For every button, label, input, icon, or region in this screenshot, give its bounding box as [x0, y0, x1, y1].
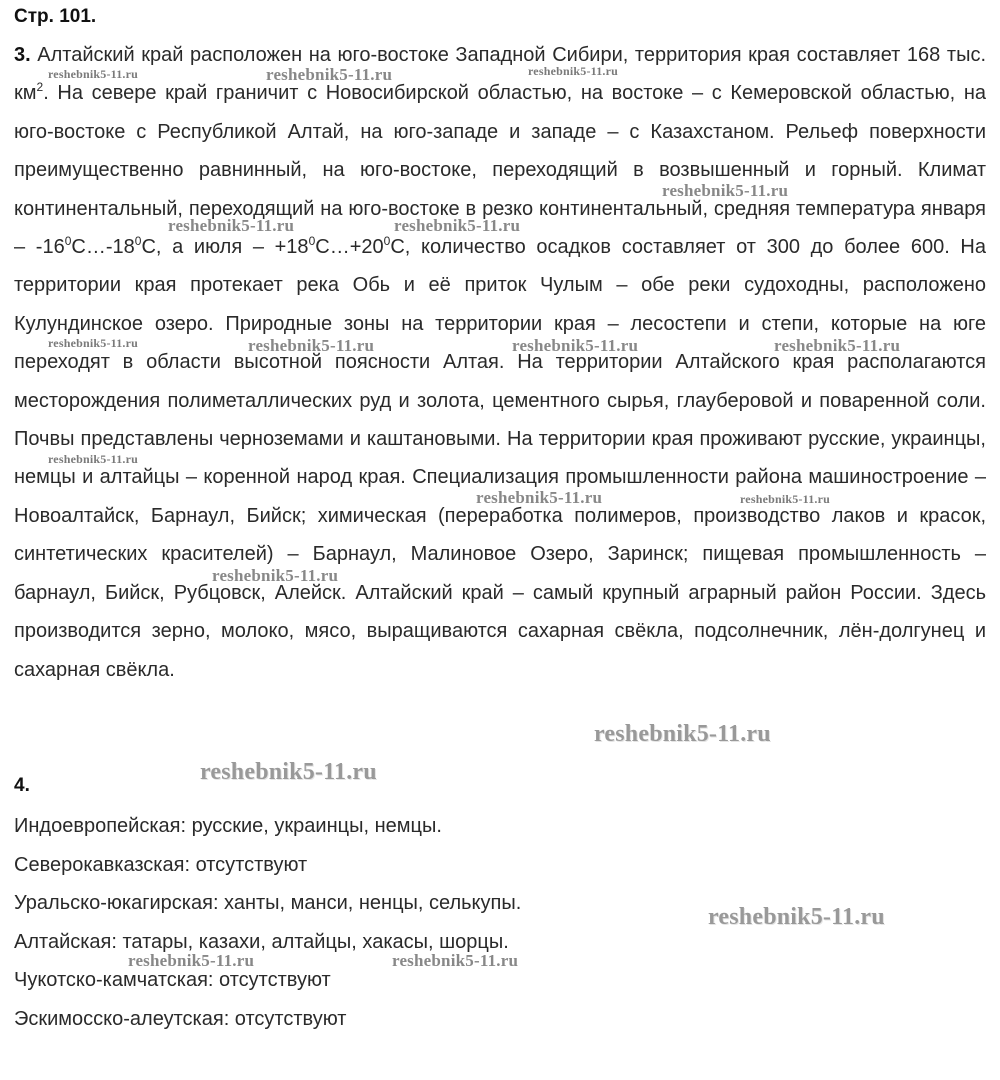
watermark: reshebnik5-11.ru [740, 492, 830, 506]
watermark: reshebnik5-11.ru [128, 951, 255, 970]
watermark: reshebnik5-11.ru [774, 336, 901, 355]
superscript-degree-4: 0 [383, 234, 391, 249]
task-3-text-part-3: С…-18 [71, 236, 135, 259]
watermark: reshebnik5-11.ru [212, 566, 339, 585]
superscript-degree-2: 0 [134, 234, 142, 249]
watermark: reshebnik5-11.ru [168, 216, 295, 235]
watermark: reshebnik5-11.ru [662, 181, 789, 200]
task-3-text-part-2: . На севере край граничит с Новосибирской областью, на востоке – с Кемеровской областью, на юго-востоке с Республикой Алтай, на юго-западе и западе – с Казахстаном. Рельеф поверхности преимущественно равнинный, на юго-востоке, переходящий в возвышенный и горный. Климат континентальный, переходящий на юго-востоке в резко континентальный, средняя температура января – -16 [14, 82, 986, 259]
language-family-item: Уральско-юкагирская: ханты, манси, ненцы, селькупы. [14, 892, 522, 914]
watermark: reshebnik5-11.ru [200, 759, 377, 785]
watermark: reshebnik5-11.ru [528, 64, 618, 78]
language-family-item: Индоевропейская: русские, украинцы, немцы. [14, 815, 442, 837]
superscript-degree-1: 0 [64, 234, 72, 249]
watermark: reshebnik5-11.ru [708, 904, 885, 930]
watermark: reshebnik5-11.ru [392, 951, 519, 970]
language-family-item: Чукотско-камчатская: отсутствуют [14, 969, 331, 991]
watermark: reshebnik5-11.ru [266, 65, 393, 84]
task-3-text-part-4: С, а июля – +18 [141, 236, 309, 259]
task-3 [14, 36, 986, 689]
language-family-item: Алтайская: татары, казахи, алтайцы, хакасы, шорцы. [14, 930, 509, 953]
watermark: reshebnik5-11.ru [594, 721, 771, 747]
watermark: reshebnik5-11.ru [512, 336, 639, 355]
task-3-number: 3. [14, 44, 31, 66]
watermark: reshebnik5-11.ru [48, 67, 138, 81]
task-3-text-part-5: С…+20 [315, 236, 384, 259]
watermark: reshebnik5-11.ru [394, 216, 521, 235]
superscript-km2: 2 [36, 80, 44, 95]
superscript-degree-3: 0 [308, 234, 316, 249]
task-3-text-part-1: Алтайский край расположен на юго-востоке Западной Сибири, территория края составляет 168 тыс. км [14, 44, 986, 105]
language-family-item: Северокавказская: отсутствуют [14, 853, 308, 876]
language-family-item: Эскимосско-алеутская: отсутствуют [14, 1007, 347, 1030]
page-number-heading: Стр. 101. [14, 6, 97, 27]
watermark: reshebnik5-11.ru [48, 336, 138, 350]
watermark: reshebnik5-11.ru [48, 452, 138, 466]
task-4-number: 4. [14, 775, 30, 796]
watermark: reshebnik5-11.ru [248, 336, 375, 355]
watermark: reshebnik5-11.ru [476, 488, 603, 507]
task-3-paragraph [14, 36, 986, 689]
language-family-list [14, 810, 714, 1041]
task-3-text-part-6: С, количество осадков составляет от 300 до более 600. На территории края протекает река Обь и её приток Чулым – обе реки судоходны, расположено Кулундинское озеро. Природные зоны на территории края – лесостепи и степи, которые на юге переходят в области высотной поясности Алтая. На территории Алтайского края располагаются месторождения полиметаллических руд и золота, цементного сырья, глауберовой и поваренной соли. Почвы представлены черноземами и каштановыми. На территории края проживают русские, украинцы, немцы и алтайцы – коренной народ края. Специализация промышленности района машиностроение – Новоалтайск, Барнаул, Бийск; химическая (переработка полимеров, производство лаков и красок, синтетических красителей) – Барнаул, Малиновое Озеро, Заринск; пищевая промышленность – барнаул, Бийск, Рубцовск, Алейск. Алтайский край – самый крупный аграрный район России. Здесь производится зерно, молоко, мясо, выращиваются сахарная свёкла, подсолнечник, лён-долгунец и сахарная свёкла. [14, 236, 986, 681]
